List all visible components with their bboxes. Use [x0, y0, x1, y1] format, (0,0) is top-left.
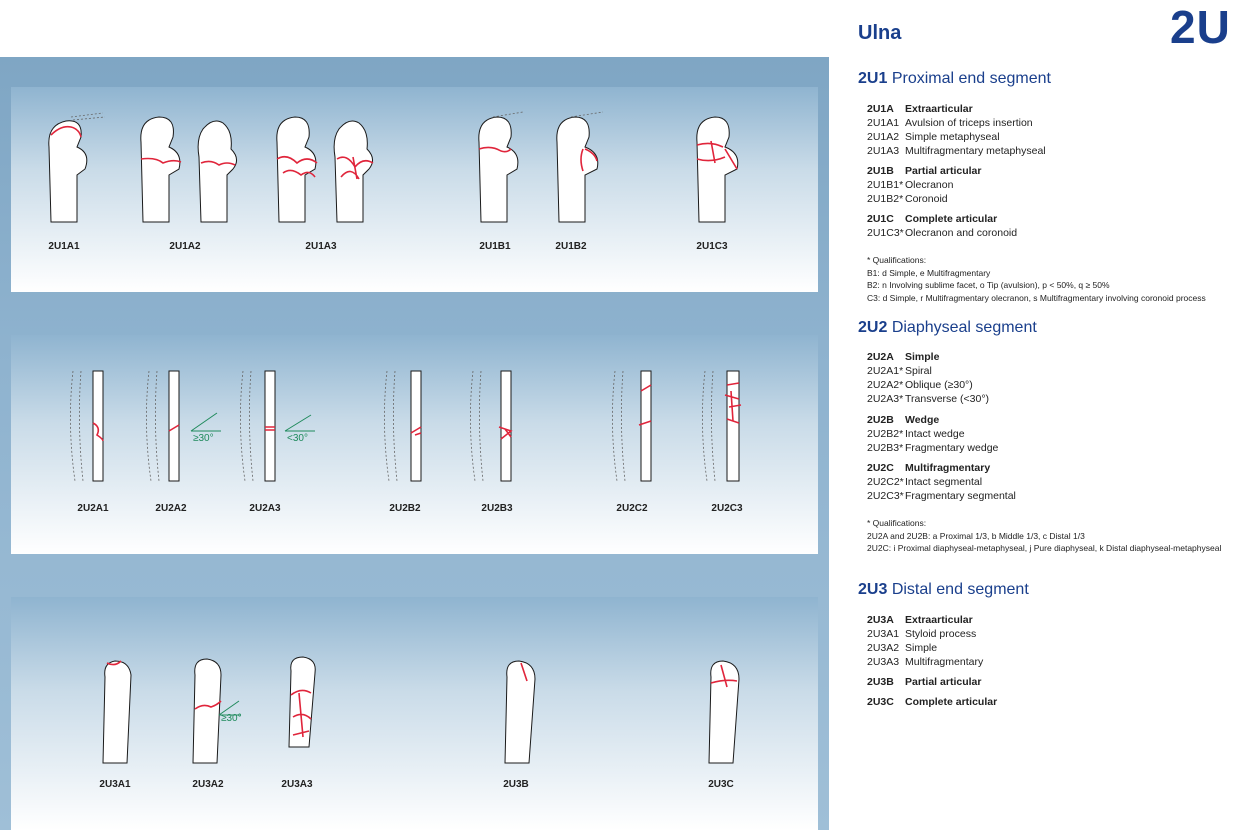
bone-2U2C2: [612, 371, 651, 481]
panel-distal: [11, 597, 818, 830]
label-2U3A3: 2U3A3: [281, 779, 313, 790]
label-2U3C: 2U3C: [708, 779, 734, 790]
panel-diaphyseal: [11, 335, 818, 554]
angle-ge30-2: ≥30°: [221, 713, 242, 724]
bone-2U2A2: [146, 371, 221, 481]
label-2U1A3: 2U1A3: [305, 241, 337, 252]
bone-2U1B1: [479, 112, 523, 222]
panel-proximal: [11, 87, 818, 292]
bone-2U1C3: [697, 117, 738, 222]
angle-lt30: <30°: [287, 433, 308, 444]
label-2U1B1: 2U1B1: [479, 241, 511, 252]
group-2U1B: 2U1B Partial articular 2U1B1* Olecranon 2U1B2* Coronoid: [867, 165, 982, 205]
label-2U1C3: 2U1C3: [696, 241, 728, 252]
label-2U2B3: 2U2B3: [481, 503, 513, 514]
bone-2U1B2: [557, 112, 603, 222]
group-2U3A: 2U3A Extraarticular 2U3A1 Styloid process 2U3A2 Simple 2U3A3 Multifragmentary: [867, 614, 984, 668]
group-2U2C: 2U2C Multifragmentary 2U2C2*Intact segmental 2U2C3*Fragmentary segmental: [867, 462, 1016, 502]
distal-illustrations: [11, 597, 818, 830]
label-2U2C2: 2U2C2: [616, 503, 648, 514]
section-heading-2U3: 2U3 Distal end segment: [858, 581, 1029, 598]
label-2U1A1: 2U1A1: [48, 241, 80, 252]
page-title: Ulna: [858, 22, 902, 44]
diaphyseal-illustrations: [11, 335, 818, 554]
label-2U2C3: 2U2C3: [711, 503, 743, 514]
label-2U3A2: 2U3A2: [192, 779, 224, 790]
bone-2U3A3: [289, 657, 315, 747]
label-2U2A3: 2U2A3: [249, 503, 281, 514]
label-2U3B: 2U3B: [503, 779, 529, 790]
bone-2U3A1: [103, 661, 131, 763]
qualifications-2U2: * Qualifications: 2U2A and 2U2B: a Proximal 1/3, b Middle 1/3, c Distal 1/3 2U2C: i Proximal diaphyseal-metaphyseal, j Pure diaphyseal, k Distal diaphyseal-metaphyseal: [867, 518, 1222, 553]
bone-2U3B: [505, 661, 535, 763]
group-2U1A: 2U1A Extraarticular 2U1A1 Avulsion of triceps insertion 2U1A2 Simple metaphyseal 2U1A3 Multifragmentary metaphyseal: [867, 103, 1046, 157]
section-heading-2U1: 2U1 Proximal end segment: [858, 70, 1051, 87]
bone-2U2B2: [384, 371, 421, 481]
bone-2U3C: [709, 661, 739, 763]
proximal-illustrations: [11, 87, 818, 292]
label-2U2A2: 2U2A2: [155, 503, 187, 514]
bone-2U1A1: [49, 113, 105, 222]
bone-2U2C3: [702, 371, 741, 481]
bone-2U2A1: [70, 371, 103, 481]
label-2U2A1: 2U2A1: [77, 503, 109, 514]
group-2U2B: 2U2B Wedge 2U2B2* Intact wedge 2U2B3* Fragmentary wedge: [867, 414, 999, 454]
section-heading-2U2: 2U2 Diaphyseal segment: [858, 319, 1037, 336]
label-2U1B2: 2U1B2: [555, 241, 587, 252]
bone-2U3A2: [193, 659, 242, 763]
group-2U3C: 2U3C Complete articular: [867, 696, 998, 708]
group-2U3B: 2U3B Partial articular: [867, 676, 982, 688]
bone-2U2A3: [240, 371, 315, 481]
bone-2U2B3: [470, 371, 511, 481]
group-2U2A: 2U2A Simple 2U2A1* Spiral 2U2A2* Oblique (≥30°) 2U2A3* Transverse (<30°): [867, 351, 990, 405]
bone-code: 2U: [1170, 1, 1231, 53]
bone-2U1A3: [277, 117, 373, 222]
bone-2U1A2: [141, 117, 237, 222]
label-2U3A1: 2U3A1: [99, 779, 131, 790]
label-2U1A2: 2U1A2: [169, 241, 201, 252]
qualifications-2U1: * Qualifications: B1: d Simple, e Multifragmentary B2: n Involving sublime facet, o Tip (avulsion), p < 50%, q ≥ 50% C3: d Simple, r Multifragmentary olecranon, s Multifragmentary involving coronoid process: [867, 255, 1206, 303]
label-2U2B2: 2U2B2: [389, 503, 421, 514]
group-2U1C: 2U1C Complete articular 2U1C3*Olecranon and coronoid: [867, 213, 1018, 239]
angle-ge30-1: ≥30°: [193, 433, 214, 444]
